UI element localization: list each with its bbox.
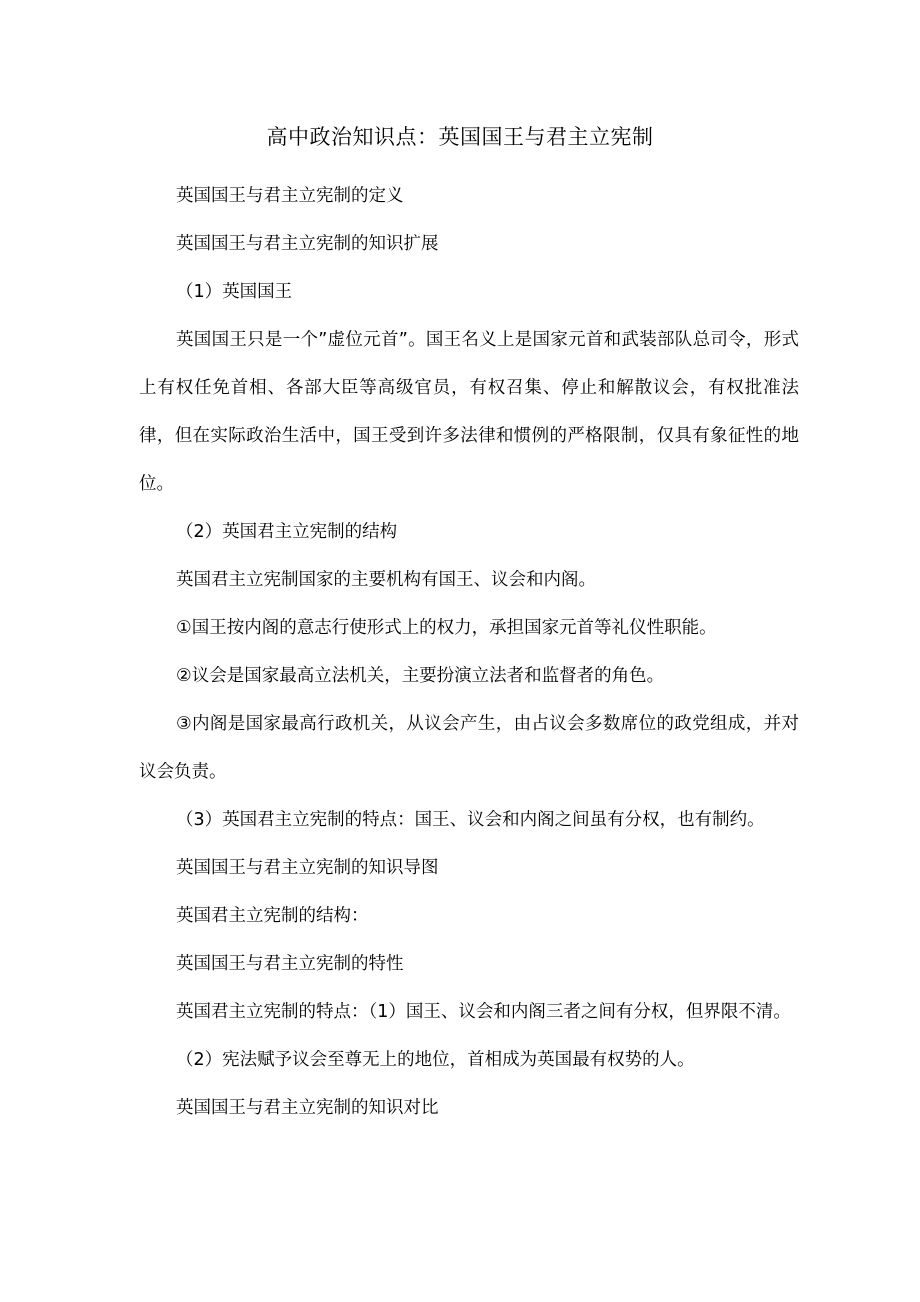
document-body	[139, 172, 799, 1132]
paragraph-item-king: ①国王按内阁的意志行使形式上的权力，承担国家元首等礼仪性职能。	[176, 618, 717, 638]
paragraph-mindmap: 英国国王与君主立宪制的知识导图	[176, 858, 439, 878]
paragraph-definition: 英国国王与君主立宪制的定义	[176, 186, 404, 206]
paragraph-king-role: 英国国王只是一个”虚位元首”。国王名义上是国家元首和武装部队总司令，形式上有权任免首相、各部大臣等高级官员，有权召集、停止和解散议会，有权批准法律，但在实际政治生活中，国王受到许多法律和惯例的严格限制，仅具有象征性的地位。	[139, 330, 799, 494]
paragraph-item-parliament: ②议会是国家最高立法机关，主要扮演立法者和监督者的角色。	[176, 666, 665, 686]
paragraph-section-2-heading: （2）英国君主立宪制的结构	[176, 522, 398, 542]
paragraph-extension: 英国国王与君主立宪制的知识扩展	[176, 234, 439, 254]
paragraph-comparison: 英国国王与君主立宪制的知识对比	[176, 1098, 439, 1118]
document-title: 高中政治知识点：英国国王与君主立宪制	[266, 125, 654, 149]
paragraph-features-2: （2）宪法赋予议会至尊无上的地位，首相成为英国最有权势的人。	[176, 1050, 695, 1070]
paragraph-characteristics: 英国国王与君主立宪制的特性	[176, 954, 404, 974]
paragraph-section-1-heading: （1）英国国王	[176, 282, 293, 302]
paragraph-section-3-features: （3）英国君主立宪制的特点：国王、议会和内阁之间虽有分权，也有制约。	[176, 810, 765, 830]
paragraph-main-institutions: 英国君主立宪制国家的主要机构有国王、议会和内阁。	[176, 570, 596, 590]
paragraph-structure: 英国君主立宪制的结构：	[176, 906, 369, 926]
paragraph-features-1: 英国君主立宪制的特点：（1）国王、议会和内阁三者之间有分权，但界限不清。	[176, 1002, 791, 1022]
paragraph-item-cabinet: ③内阁是国家最高行政机关，从议会产生，由占议会多数席位的政党组成，并对议会负责。	[139, 714, 799, 782]
